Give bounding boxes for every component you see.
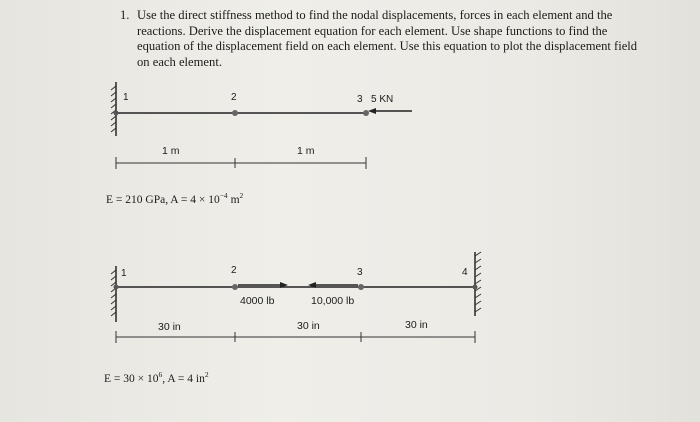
fig2-load-4000-label: 4000 lb — [240, 295, 275, 307]
node-1-dot-fig2 — [114, 285, 119, 290]
fig1-node-1-label: 1 — [123, 92, 129, 103]
support-hatching-right — [475, 252, 481, 312]
fig2-node-2-label: 2 — [231, 265, 237, 276]
fig2-node-1-label: 1 — [121, 268, 127, 279]
fig2-props-exp: 6 — [158, 370, 163, 379]
fig2-load-10000-label: 10,000 lb — [311, 295, 355, 307]
node-4-dot-fig2 — [473, 285, 478, 290]
problem-text: Use the direct stiffness method to find the nodal displacements, forces in each element and the reactions. Derive the displacement equation for each element. Use shape functions to find the equation of the displacement field on each element. Use this equation to plot the displacement field on each element. — [137, 8, 638, 69]
fig1-span-2-label: 1 m — [297, 145, 315, 157]
fig2-span-2-label: 30 in — [297, 320, 320, 332]
fig2-span-3-label: 30 in — [405, 319, 428, 331]
figure-1 — [111, 82, 412, 169]
node-2-dot-fig2 — [232, 284, 238, 290]
node-2-dot — [232, 110, 238, 116]
fig1-props-unit: m — [227, 193, 240, 206]
fig1-material-properties — [106, 191, 243, 206]
fig1-node-3-label: 3 — [357, 94, 363, 105]
load-arrowhead-1 — [368, 108, 376, 114]
fig2-node-3-label: 3 — [357, 267, 363, 278]
fig1-props-exp: −4 — [219, 191, 228, 200]
node-1-dot — [114, 111, 119, 116]
problem-number: 1. — [120, 8, 130, 22]
fig2-material-properties — [104, 370, 209, 385]
node-3-dot-fig2 — [358, 284, 364, 290]
fig2-props-text: E = 30 × 10 — [104, 372, 159, 385]
fig1-props-unit-exp: 2 — [239, 191, 244, 200]
fig2-props-unit-exp: 2 — [204, 370, 209, 379]
fig1-span-1-label: 1 m — [162, 145, 180, 157]
fig1-load-label: 5 KN — [371, 94, 394, 105]
fig2-span-1-label: 30 in — [158, 321, 181, 333]
node-3-dot — [363, 110, 369, 116]
fig1-props-text: E = 210 GPa, A = 4 × 10 — [106, 193, 220, 206]
fig2-node-4-label: 4 — [462, 267, 468, 278]
fig1-node-2-label: 2 — [231, 92, 237, 103]
fig2-props-rest: , A = 4 in — [162, 372, 205, 385]
